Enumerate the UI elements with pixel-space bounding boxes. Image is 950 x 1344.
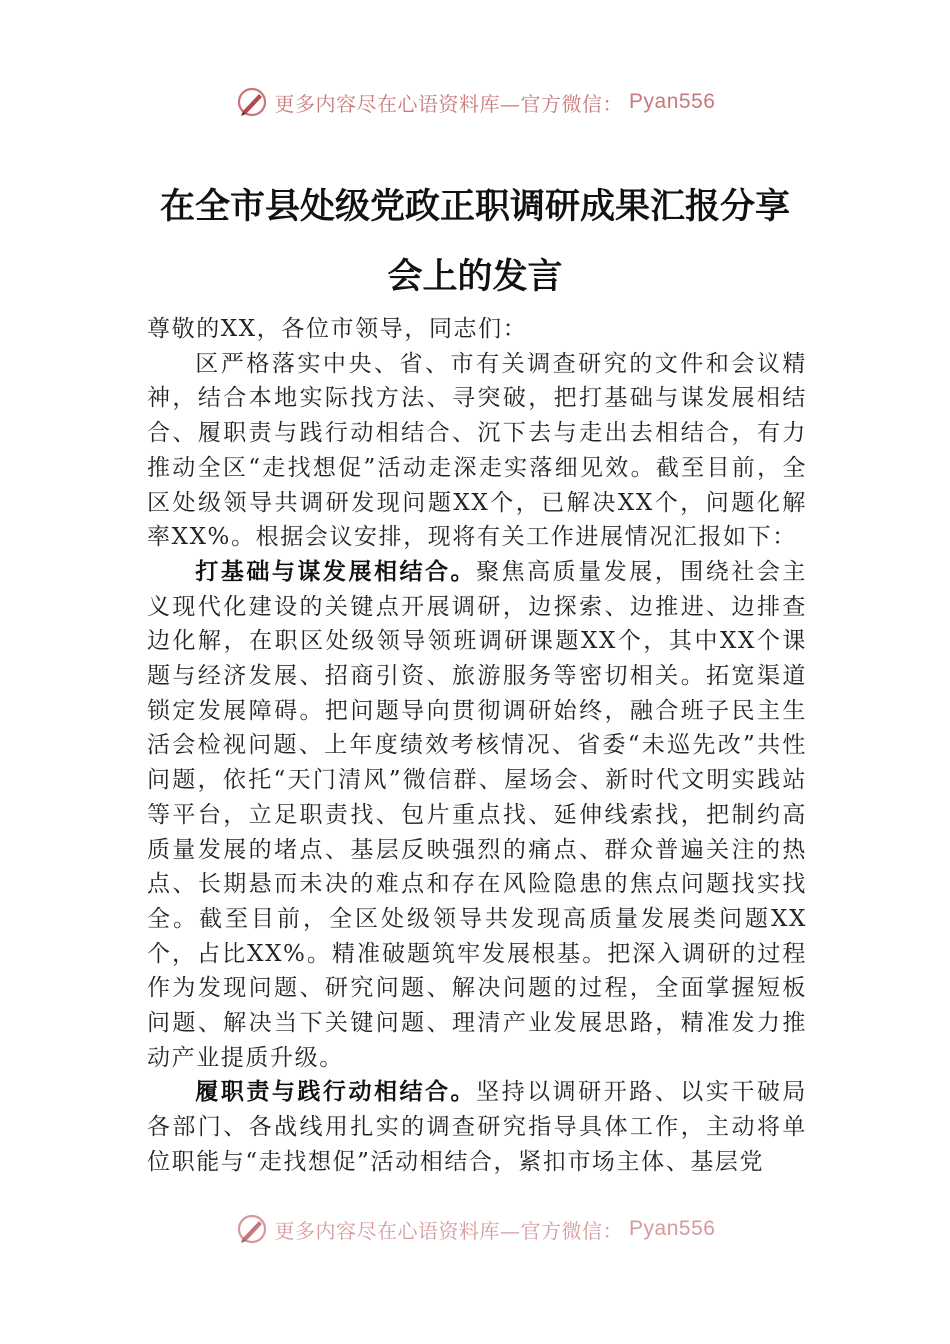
watermark-text: 更多内容尽在心语资料库—官方微信： [274, 91, 624, 116]
watermark-header [0, 85, 950, 119]
pen-logo-icon [235, 85, 269, 119]
section-2-text: 坚持以调研开路、以实干破局各部门、各战线用扎实的调查研究指导具体工作，主动将单位职能与“走找想促”活动相结合，紧扣市场主体、基层党 [147, 1079, 807, 1175]
pen-logo-icon [235, 1212, 269, 1246]
document-title-line-2: 会上的发言 [387, 256, 563, 297]
watermark-wechat-id: Pyan556 [629, 1217, 716, 1240]
section-1-text: 聚焦高质量发展，围绕社会主义现代化建设的关键点开展调研，边探索、边推进、边排查边化解，在职区处级领导领班调研课题XX个，其中XX个课题与经济发展、招商引资、旅游服务等密切相关。拓宽渠道锁定发展障碍。把问题导向贯彻调研始终，融合班子民主生活会检视问题、上年度绩效考核情况、省委“未巡先改”共性问题，依托“天门清风”微信群、屋场会、新时代文明实践站等平台，立足职责找、包片重点找、延伸线索找，把制约高质量发展的堵点、基层反映强烈的痛点、群众普遍关注的热点、长期悬而未决的难点和存在风险隐患的焦点问题找实找全。截至目前，全区处级领导共发现高质量发展类问题XX个，占比XX%。精准破题筑牢发展根基。把深入调研的过程作为发现问题、研究问题、解决问题的过程，全面掌握短板问题、解决当下关键问题、理清产业发展思路，精准发力推动产业提质升级。 [147, 558, 807, 1071]
watermark-text: 更多内容尽在心语资料库—官方微信： [274, 1218, 624, 1243]
document-body [147, 312, 807, 1180]
section-2-heading: 履职责与践行动相结合。 [195, 1078, 477, 1106]
document-title-line-1: 在全市县处级党政正职调研成果汇报分享 [159, 186, 790, 227]
section-1-paragraph [147, 555, 807, 1076]
watermark-footer [0, 1212, 950, 1246]
section-2-paragraph [147, 1075, 807, 1179]
salutation: 尊敬的XX，各位市领导，同志们： [147, 316, 528, 342]
watermark-wechat-id: Pyan556 [629, 90, 716, 113]
intro-paragraph: 区严格落实中央、省、市有关调查研究的文件和会议精神，结合本地实际找方法、寻突破，把打基础与谋发展相结合、履职责与践行动相结合、沉下去与走出去相结合，有力推动全区“走找想促”活动走深走实落细见效。截至目前，全区处级领导共调研发现问题XX个，已解决XX个，问题化解率XX%。根据会议安排，现将有关工作进展情况汇报如下： [147, 350, 807, 551]
section-1-heading: 打基础与谋发展相结合。 [195, 557, 477, 585]
